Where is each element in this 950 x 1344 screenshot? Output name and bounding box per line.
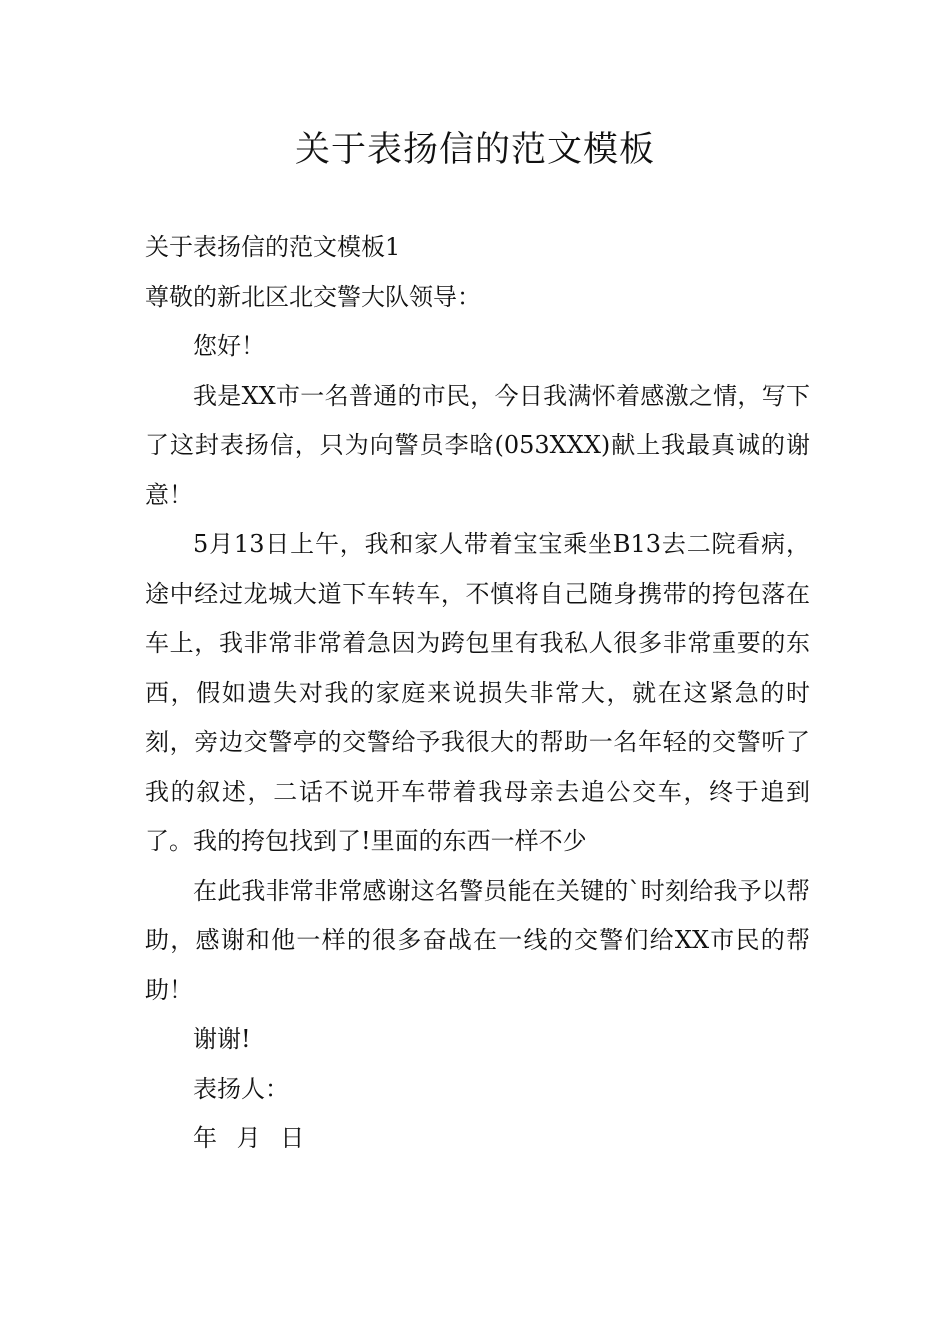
salutation: 尊敬的新北区北交警大队领导： — [145, 282, 481, 311]
paragraph-story: 5月13日上午，我和家人带着宝宝乘坐B13去二院看病，途中经过龙城大道下车转车，不慎将自己随身携带的挎包落在车上，我非常非常着急因为跨包里有我私人很多非常重要的东西，假如遗失对我的家庭来说损失非常大，就在这紧急的时刻，旁边交警亭的交警给予我很大的帮助一名年轻的交警听了我的叙述，二话不说开车带着我母亲去追公交车，终于追到了。我的挎包找到了!里面的东西一样不少 — [145, 530, 810, 855]
paragraph-thanks: 在此我非常非常感谢这名警员能在关键的`时刻给我予以帮助，感谢和他一样的很多奋战在一线的交警们给XX市民的帮助！ — [145, 876, 810, 1004]
subtitle: 关于表扬信的范文模板1 — [145, 233, 401, 261]
thanks-line: 谢谢! — [193, 1025, 251, 1053]
date-line: 年 月 日 — [193, 1124, 305, 1152]
signer-line: 表扬人： — [193, 1074, 289, 1103]
greeting: 您好！ — [193, 332, 265, 360]
document-title: 关于表扬信的范文模板 — [294, 130, 655, 170]
document-body — [145, 223, 810, 1164]
paragraph-intro: 我是XX市一名普通的市民，今日我满怀着感激之情，写下了这封表扬信，只为向警员李晗(053XXX)献上我最真诚的谢意！ — [145, 381, 810, 509]
